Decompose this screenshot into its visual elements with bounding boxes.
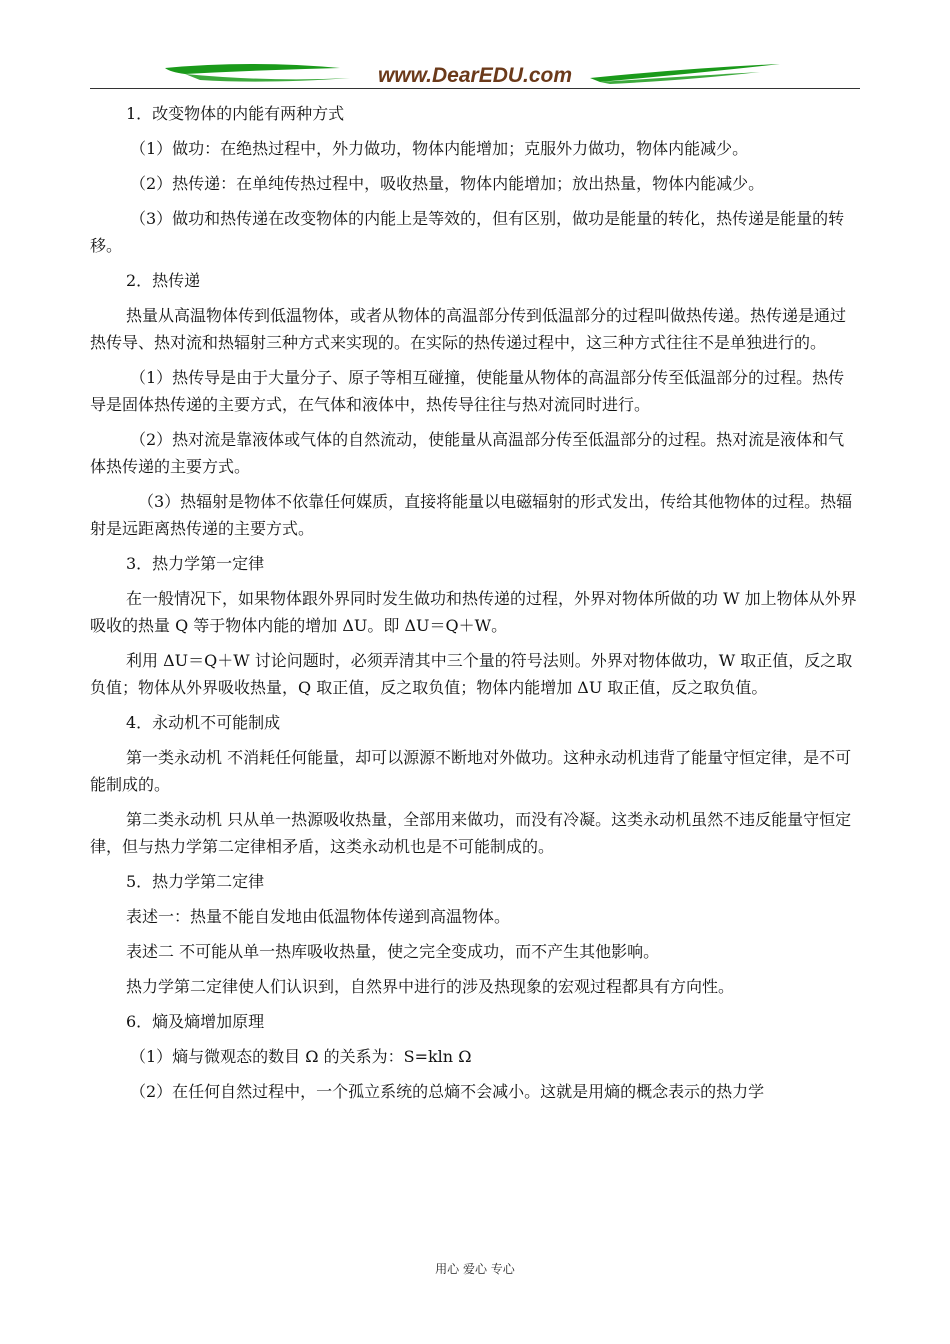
paragraph: （3）热辐射是物体不依靠任何媒质，直接将能量以电磁辐射的形式发出，传给其他物体的过程。热辐射是远距离热传递的主要方式。 xyxy=(90,492,853,538)
paragraph: 热量从高温物体传到低温物体，或者从物体的高温部分传到低温部分的过程叫做热传递。热传递是通过热传导、热对流和热辐射三种方式来实现的。在实际的热传递过程中，这三种方式往往不是单独进行的。 xyxy=(90,306,847,352)
paragraph: 表述一：热量不能自发地由低温物体传递到高温物体。 xyxy=(126,907,511,926)
paragraph: （1）做功：在绝热过程中，外力做功，物体内能增加；克服外力做功，物体内能减少。 xyxy=(130,139,749,158)
paragraph: （2）在任何自然过程中，一个孤立系统的总熵不会减小。这就是用熵的概念表示的热力学 xyxy=(130,1082,765,1101)
section-heading: 3．热力学第一定律 xyxy=(126,554,265,573)
right-swoosh-icon xyxy=(590,64,780,82)
section-heading: 4．永动机不可能制成 xyxy=(126,713,281,732)
paragraph: （1）熵与微观态的数目 Ω 的关系为：S=kln Ω xyxy=(130,1047,472,1066)
paragraph: 利用 ΔU＝Q＋W 讨论问题时，必须弄清其中三个量的符号法则。外界对物体做功，W 取正值，反之取负值；物体从外界吸收热量，Q 取正值，反之取负值；物体内能增加 ΔU 取正值，反之取负值。 xyxy=(90,651,853,697)
paragraph: （1）热传导是由于大量分子、原子等相互碰撞，使能量从物体的高温部分传至低温部分的过程。热传导是固体热传递的主要方式，在气体和液体中，热传导往往与热对流同时进行。 xyxy=(90,368,845,414)
site-header-banner xyxy=(90,58,860,90)
header-divider xyxy=(90,88,860,89)
paragraph: （2）热传递：在单纯传热过程中，吸收热量，物体内能增加；放出热量，物体内能减少。 xyxy=(130,174,765,193)
logo-text: www.DearEDU.com xyxy=(377,64,573,87)
document-body xyxy=(90,100,860,1113)
section-heading: 2．热传递 xyxy=(126,271,201,290)
paragraph: （2）热对流是靠液体或气体的自然流动，使能量从高温部分传至低温部分的过程。热对流是液体和气体热传递的主要方式。 xyxy=(90,430,845,476)
paragraph: 表述二 不可能从单一热库吸收热量，使之完全变成功，而不产生其他影响。 xyxy=(126,942,660,961)
paragraph: （3）做功和热传递在改变物体的内能上是等效的，但有区别，做功是能量的转化，热传递是能量的转移。 xyxy=(90,209,845,255)
paragraph: 第一类永动机 不消耗任何能量，却可以源源不断地对外做功。这种永动机违背了能量守恒定律，是不可能制成的。 xyxy=(90,748,852,794)
paragraph: 在一般情况下，如果物体跟外界同时发生做功和热传递的过程，外界对物体所做的功 W 加上物体从外界吸收的热量 Q 等于物体内能的增加 ΔU。即 ΔU＝Q＋W。 xyxy=(90,589,857,635)
section-heading: 5．热力学第二定律 xyxy=(126,872,265,891)
page-footer: 用心 爱心 专心 xyxy=(435,1262,515,1276)
left-swoosh-tail-icon xyxy=(185,74,350,82)
header-logo-graphic xyxy=(90,58,860,90)
paragraph: 第二类永动机 只从单一热源吸收热量，全部用来做功，而没有冷凝。这类永动机虽然不违反能量守恒定律，但与热力学第二定律相矛盾，这类永动机也是不可能制成的。 xyxy=(90,810,852,856)
left-swoosh-icon xyxy=(165,64,340,74)
paragraph: 热力学第二定律使人们认识到，自然界中进行的涉及热现象的宏观过程都具有方向性。 xyxy=(126,977,735,996)
section-heading: 6．熵及熵增加原理 xyxy=(126,1012,265,1031)
section-heading: 1．改变物体的内能有两种方式 xyxy=(126,104,345,123)
